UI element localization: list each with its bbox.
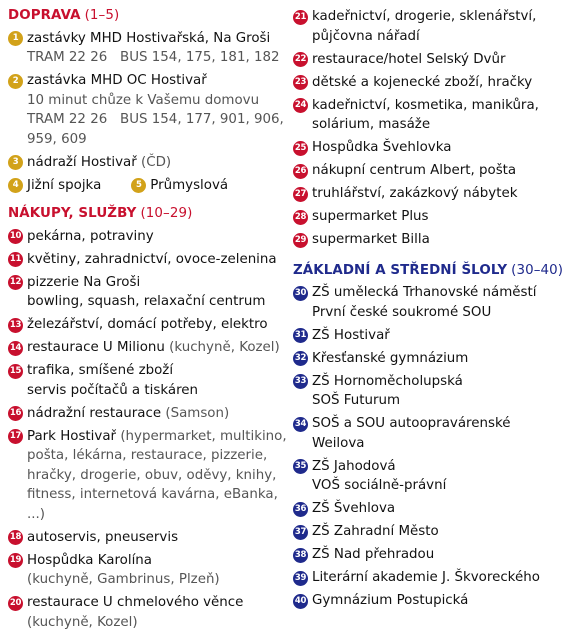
item-note: (hypermarket, multikino, [120,429,286,444]
list-item [8,593,288,632]
item-number-badge: 15 [8,364,23,379]
item-name: supermarket Billa [312,230,565,250]
list-item [8,528,288,548]
list-item [293,50,565,70]
item-name: ZŠ Hornoměcholupská [312,372,565,392]
item-name: autoservis, pneuservis [27,528,288,548]
list-item [293,96,565,135]
item-name: ZŠ Jahodová [312,457,565,477]
item-detail: 959, 609 [27,130,288,150]
item-number-badge: 35 [293,459,308,474]
item-number-badge: 2 [8,74,23,89]
item-number-badge: 4 [8,178,23,193]
item-number-badge: 33 [293,374,308,389]
list-item [293,372,565,411]
item-number-badge: 19 [8,553,23,568]
item-name: bowling, squash, relaxační centrum [27,292,288,312]
item-number-badge: 14 [8,341,23,356]
item-detail: 10 minut chůze k Vašemu domovu [27,91,288,111]
item-name: květiny, zahradnictví, ovoce-zelenina [27,250,288,270]
list-item [293,283,565,322]
item-name: kadeřnictví, kosmetika, manikůra, [312,96,565,116]
item-name: Hospůdka Švehlovka [312,138,565,158]
list-item [293,207,565,227]
section-range: (1–5) [85,8,120,23]
item-name: Křesťanské gymnázium [312,349,565,369]
item-name: zastávky MHD Hostivařská, Na Groši [27,29,288,49]
list-item [8,29,288,68]
section-heading-skoly: ZÁKLADNÍ A STŘEDNÍ ŠLOLY (30–40) [293,262,565,280]
item-number-badge: 28 [293,210,308,225]
item-number-badge: 17 [8,429,23,444]
item-name: SOŠ Futurum [312,391,565,411]
list-item [8,361,288,400]
item-note: hračky, drogerie, obuv, oděvy, knihy, [27,466,288,486]
item-note: pošta, lékárna, restaurace, pizzerie, [27,446,288,466]
item-number-badge: 3 [8,155,23,170]
list-item [293,522,565,542]
item-name: půjčovna nářadí [312,27,565,47]
item-number-badge: 37 [293,525,308,540]
section-doprava [8,7,288,195]
item-name: Jižní spojka [27,178,101,193]
list-item [293,161,565,181]
item-name: nádražní restaurace [27,406,161,421]
item-name: První české soukromé SOU [312,303,565,323]
list-item [293,499,565,519]
item-number-badge: 36 [293,502,308,517]
item-note: (Samson) [165,406,229,421]
item-number-badge: 30 [293,286,308,301]
item-name: supermarket Plus [312,207,565,227]
list-item [293,184,565,204]
list-item [293,230,565,250]
item-name: Hospůdka Karolína [27,551,288,571]
item-name: truhlářství, zakázkový nábytek [312,184,565,204]
item-number-badge: 10 [8,229,23,244]
item-note: (kuchyně, Gambrinus, Plzeň) [27,570,288,590]
item-name: zastávka MHD OC Hostivař [27,71,288,91]
list-item [293,568,565,588]
list-item [293,73,565,93]
item-name: Gymnázium Postupická [312,591,565,611]
item-name: ZŠ Zahradní Město [312,522,565,542]
item-name: SOŠ a SOU autoopravárenské Weilova [312,414,565,453]
item-name: Park Hostivař [27,429,116,444]
item-note: fitness, internetová kavárna, eBanka, ...) [27,485,288,524]
item-name: nádraží Hostivař [27,155,137,170]
item-number-badge: 22 [293,52,308,67]
item-name: železářství, domácí potřeby, elektro [27,315,288,335]
item-number-badge: 24 [293,98,308,113]
item-name: pekárna, potraviny [27,227,288,247]
list-item [293,591,565,611]
list-item [8,250,288,270]
section-heading-nakupy: NÁKUPY, SLUŽBY (10–29) [8,205,288,223]
item-number-badge: 32 [293,351,308,366]
item-detail: TRAM 22 26 BUS 154, 175, 181, 182 [27,48,288,68]
item-number-badge: 21 [293,10,308,25]
item-number-badge: 27 [293,187,308,202]
item-number-badge: 20 [8,596,23,611]
item-name: solárium, masáže [312,115,565,135]
item-note: (ČD) [141,155,171,170]
item-name: ZŠ Švehlova [312,499,565,519]
list-item [293,138,565,158]
list-item [8,551,288,590]
list-item [8,404,288,424]
list-item [8,71,288,149]
item-number-badge: 13 [8,318,23,333]
list-item [131,176,228,196]
list-item [293,457,565,496]
item-number-badge: 40 [293,594,308,609]
list-item [8,176,101,196]
left-column [8,0,288,632]
item-name: restaurace/hotel Selský Dvůr [312,50,565,70]
item-name: kadeřnictví, drogerie, sklenářství, [312,7,565,27]
list-item [293,326,565,346]
item-number-badge: 5 [131,178,146,193]
section-range: (30–40) [511,263,563,278]
list-item [8,227,288,247]
item-name: pizzerie Na Groši [27,273,288,293]
item-detail: TRAM 22 26 BUS 154, 177, 901, 906, [27,110,288,130]
item-number-badge: 25 [293,141,308,156]
item-name: ZŠ Nad přehradou [312,545,565,565]
item-number-badge: 23 [293,75,308,90]
item-name: VOŠ sociálně-právní [312,476,565,496]
item-number-badge: 26 [293,164,308,179]
item-number-badge: 1 [8,31,23,46]
list-item [8,315,288,335]
item-name: ZŠ umělecká Trhanovské náměstí [312,283,565,303]
item-name: Literární akademie J. Škvoreckého [312,568,565,588]
item-number-badge: 39 [293,571,308,586]
item-name: restaurace U Milionu [27,340,165,355]
section-nakupy-continued [293,0,565,250]
section-skoly [293,262,565,611]
item-number-badge: 34 [293,417,308,432]
item-name: restaurace U chmelového věnce [27,593,288,613]
item-number-badge: 18 [8,530,23,545]
list-item [293,7,565,46]
item-name: trafika, smíšené zboží [27,361,288,381]
list-item [293,545,565,565]
item-number-badge: 38 [293,548,308,563]
list-item [8,338,288,358]
list-item [8,427,288,525]
item-name: Průmyslová [150,178,228,193]
list-item [293,414,565,453]
item-number-badge: 16 [8,406,23,421]
section-nakupy [8,205,288,632]
list-item [293,349,565,369]
item-name: servis počítačů a tiskáren [27,381,288,401]
item-note: (kuchyně, Kozel) [27,613,288,632]
list-item [8,273,288,312]
item-name: dětské a kojenecké zboží, hračky [312,73,565,93]
item-number-badge: 12 [8,275,23,290]
right-column [293,0,565,611]
item-number-badge: 11 [8,252,23,267]
section-range: (10–29) [140,206,192,221]
item-name: ZŠ Hostivař [312,326,565,346]
item-number-badge: 29 [293,233,308,248]
item-number-badge: 31 [293,328,308,343]
item-note: (kuchyně, Kozel) [169,340,280,355]
list-item [8,153,288,173]
item-name: nákupní centrum Albert, pošta [312,161,565,181]
section-heading-doprava: DOPRAVA (1–5) [8,7,288,25]
list-item-pair [8,176,288,196]
